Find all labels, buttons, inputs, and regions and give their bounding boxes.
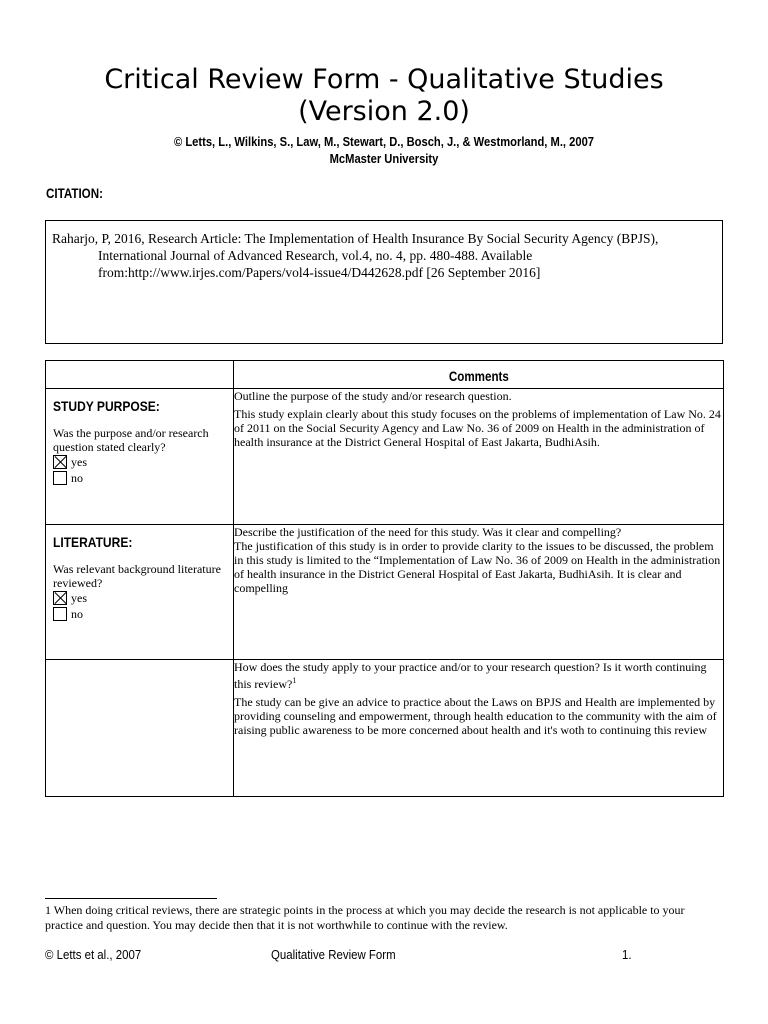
section-title: STUDY PURPOSE:	[53, 398, 160, 414]
study-purpose-comment	[234, 389, 724, 525]
study-purpose-cell	[46, 389, 234, 525]
option-no[interactable]	[53, 606, 233, 622]
applicability-cell	[46, 660, 234, 797]
table-row	[46, 389, 724, 525]
checkbox-empty-icon[interactable]	[53, 607, 67, 621]
table-row	[46, 525, 724, 660]
comments-header: Comments	[234, 361, 724, 389]
title-line-1: Critical Review Form - Qualitative Studies	[104, 64, 664, 95]
comment-prompt: How does the study apply to your practice and/or to your research question? Is it worth continuing this review?$^1$	[234, 660, 707, 691]
section-title: LITERATURE:	[53, 534, 133, 550]
comment-answer: The justification of this study is in order to provide clarity to the issues to be discussed, the problem in this study is limited to the “Implementation of Law No. 36 of 2009 on Health in the administration of health insurance in the District General Hospital of East Jakarta, BudhiAsih. It is clear and compelling	[234, 539, 721, 595]
footnote: 1 When doing critical reviews, there are strategic points in the process at which you may decide the research is not applicable to your practice and question. You may decide then that it is not worthwhile to continue with the review.	[45, 903, 685, 932]
authors-text: © Letts, L., Wilkins, S., Law, M., Stewart, D., Bosch, J., & Westmorland, M., 2007	[173, 134, 595, 149]
checkbox-checked-icon[interactable]	[53, 455, 67, 469]
citation-label: CITATION:	[46, 186, 103, 201]
option-label: yes	[71, 455, 87, 469]
citation-text: Raharjo, P, 2016, Research Article: The Implementation of Health Insurance By Social Security Agency (BPJS), International Journal of Advanced Research, vol.4, no. 4, pp. 480-488. Available from:http://www.irjes.com/Papers/vol4-issue4/D442628.pdf [26 September 2016]	[52, 231, 659, 280]
comment-prompt: Describe the justification of the need for this study. Was it clear and compelling?	[234, 525, 622, 539]
footer-left: © Letts et al., 2007	[45, 947, 142, 962]
citation-box	[45, 220, 723, 344]
option-label: no	[71, 471, 83, 485]
section-question: Was the purpose and/or research question stated clearly?	[53, 426, 209, 454]
table-header-row	[46, 361, 724, 389]
applicability-comment	[234, 660, 724, 797]
table-row	[46, 660, 724, 797]
literature-comment	[234, 525, 724, 660]
footnote-divider	[45, 898, 217, 899]
title-line-2: (Version 2.0)	[298, 96, 470, 127]
checkbox-empty-icon[interactable]	[53, 471, 67, 485]
comment-prompt: Outline the purpose of the study and/or research question.	[234, 389, 512, 403]
option-label: yes	[71, 591, 87, 605]
option-label: no	[71, 607, 83, 621]
section-question: Was relevant background literature reviewed?	[53, 562, 221, 590]
header-empty-cell	[46, 361, 234, 389]
footer-page-number: 1.	[622, 947, 632, 962]
checkbox-checked-icon[interactable]	[53, 591, 67, 605]
comment-answer: This study explain clearly about this study focuses on the problems of implementation of Law No. 24 of 2011 on the Social Security Agency and Law No. 36 of 2009 on Health in the administration of health insurance at the District General Hospital of East Jakarta, BudhiAsih.	[234, 407, 721, 449]
footer-center: Qualitative Review Form	[271, 947, 396, 962]
review-table	[45, 360, 724, 797]
institution-text: McMaster University	[329, 151, 439, 166]
literature-cell	[46, 525, 234, 660]
option-yes[interactable]	[53, 590, 233, 606]
authors-block	[54, 133, 714, 167]
option-yes[interactable]	[53, 454, 233, 470]
comment-answer: The study can be give an advice to practice about the Laws on BPJS and Health are implemented by providing counseling and empowerment, through health education to the community with the aim of raising public awareness to be more concerned about health and it's woth to continuing this review	[234, 695, 717, 737]
option-no[interactable]	[53, 470, 233, 486]
footnote-ref: 1	[292, 676, 297, 685]
page-title	[0, 64, 768, 128]
